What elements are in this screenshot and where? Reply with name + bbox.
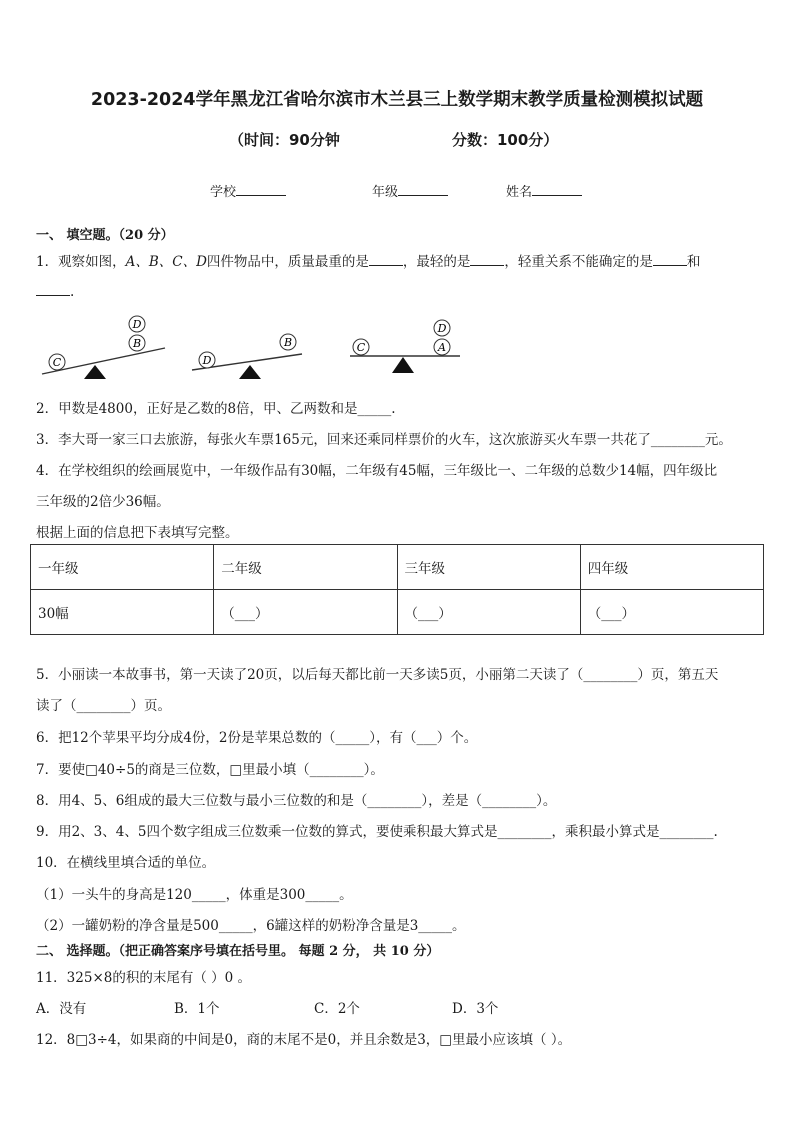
question-4-line-2: 三年级的2倍少36幅。: [36, 494, 170, 510]
table-row: [31, 590, 764, 635]
q1-line-2: [36, 282, 74, 300]
name-field: [506, 181, 582, 200]
balance-scales-figure: [30, 310, 470, 382]
q11-option-d[interactable]: D．3个: [452, 1001, 499, 1017]
table-cell-blank[interactable]: （___）: [397, 590, 580, 635]
scale3-bottom-label: A: [438, 341, 446, 354]
scale1-left-label: C: [52, 356, 62, 369]
school-blank[interactable]: [236, 182, 286, 196]
table-cell: 30幅: [31, 590, 214, 635]
q1-blank-unknown-1[interactable]: [653, 252, 687, 266]
question-6: 6．把12个苹果平均分成4份，2份是苹果总数的（_____），有（___）个。: [36, 730, 478, 746]
q1-blank-lightest[interactable]: [470, 252, 504, 266]
artwork-table: [30, 544, 764, 635]
table-header-cell: 三年级: [397, 545, 580, 590]
question-11: 11．325×8的积的末尾有（ ）0 。: [36, 970, 252, 986]
question-10: 10．在横线里填合适的单位。: [36, 855, 216, 871]
question-2: 2．甲数是4800，正好是乙数的8倍，甲、乙两数和是_____.: [36, 401, 396, 417]
q1-blank-heaviest[interactable]: [369, 252, 403, 266]
question-4-line-1: 4．在学校组织的绘画展览中，一年级作品有30幅，二年级有45幅，三年级比一、二年级的总数少14幅，四年级比: [36, 463, 718, 479]
q1-text-mid2: ，轻重关系不能确定的是: [504, 254, 653, 270]
question-7: 7．要使□40÷5的商是三位数，□里最小填（________）。: [36, 762, 384, 778]
section1-heading: 一、 填空题。（20 分）: [36, 228, 174, 243]
school-label: 学校: [210, 185, 237, 200]
question-10-2: （2）一罐奶粉的净含量是500_____，6罐这样的奶粉净含量是3_____。: [36, 918, 466, 934]
question-10-1: （1）一头牛的身高是120_____，体重是300_____。: [36, 887, 353, 903]
q1-end: .: [70, 284, 75, 300]
question-9: 9．用2、3、4、5四个数字组成三位数乘一位数的算式，要使乘积最大算式是________，乘积最小算式是________.: [36, 824, 718, 840]
exam-title: 2023-2024学年黑龙江省哈尔滨市木兰县三上数学期末教学质量检测模拟试题: [90, 90, 704, 110]
q1-text-pre: 1．观察如图，: [36, 254, 126, 270]
scale-1: [42, 316, 165, 379]
question-12: 12．8□3÷4，如果商的中间是0，商的末尾不是0，并且余数是3，□里最小应该填（ ）。: [36, 1032, 572, 1048]
name-label: 姓名: [506, 185, 533, 200]
grade-blank[interactable]: [398, 182, 448, 196]
table-cell-blank[interactable]: （___）: [214, 590, 397, 635]
section2-heading: 二、 选择题。（把正确答案序号填在括号里。 每题 2 分， 共 10 分）: [36, 944, 440, 959]
exam-time: （时间：90分钟: [229, 131, 340, 149]
q11-option-a[interactable]: A．没有: [36, 1001, 87, 1017]
q1-text-mid1: ，最轻的是: [402, 254, 471, 270]
table-cell-blank[interactable]: （___）: [580, 590, 763, 635]
grade-label: 年级: [372, 185, 399, 200]
q1-text-and: 和: [686, 254, 701, 270]
scale-3: [350, 320, 460, 373]
q1-text: 四件物品中，质量最重的是: [206, 254, 369, 270]
scale2-left-label: D: [202, 354, 212, 367]
table-header-cell: 四年级: [580, 545, 763, 590]
school-field: [210, 181, 286, 200]
q11-option-b[interactable]: B．1个: [174, 1001, 220, 1017]
q11-option-c[interactable]: C．2个: [314, 1001, 360, 1017]
scale-2: [192, 334, 302, 379]
exam-score: 分数：100分）: [452, 131, 559, 149]
scale1-bottom-label: B: [132, 337, 142, 350]
table-header-cell: 一年级: [31, 545, 214, 590]
table-header-cell: 二年级: [214, 545, 397, 590]
scale3-top-label: D: [437, 322, 447, 335]
q1-letters: A、B、C、D: [125, 254, 207, 270]
question-5-line-2: 读了（________）页。: [36, 698, 171, 714]
question-4-line-3: 根据上面的信息把下表填写完整。: [36, 525, 239, 541]
scale3-left-label: C: [356, 341, 366, 354]
table-header-row: [31, 545, 764, 590]
question-1: [36, 250, 700, 270]
q1-blank-unknown-2[interactable]: [36, 282, 70, 296]
scale2-right-label: B: [283, 336, 293, 349]
question-3: 3．李大哥一家三口去旅游，每张火车票165元，回来还乘同样票价的火车，这次旅游买火车票一共花了________元。: [36, 432, 732, 448]
name-blank[interactable]: [532, 182, 582, 196]
grade-field: [372, 181, 448, 200]
scale1-top-label: D: [132, 318, 142, 331]
question-5-line-1: 5．小丽读一本故事书，第一天读了20页，以后每天都比前一天多读5页，小丽第二天读了（________）页，第五天: [36, 667, 719, 683]
question-8: 8．用4、5、6组成的最大三位数与最小三位数的和是（________），差是（________）。: [36, 793, 557, 809]
